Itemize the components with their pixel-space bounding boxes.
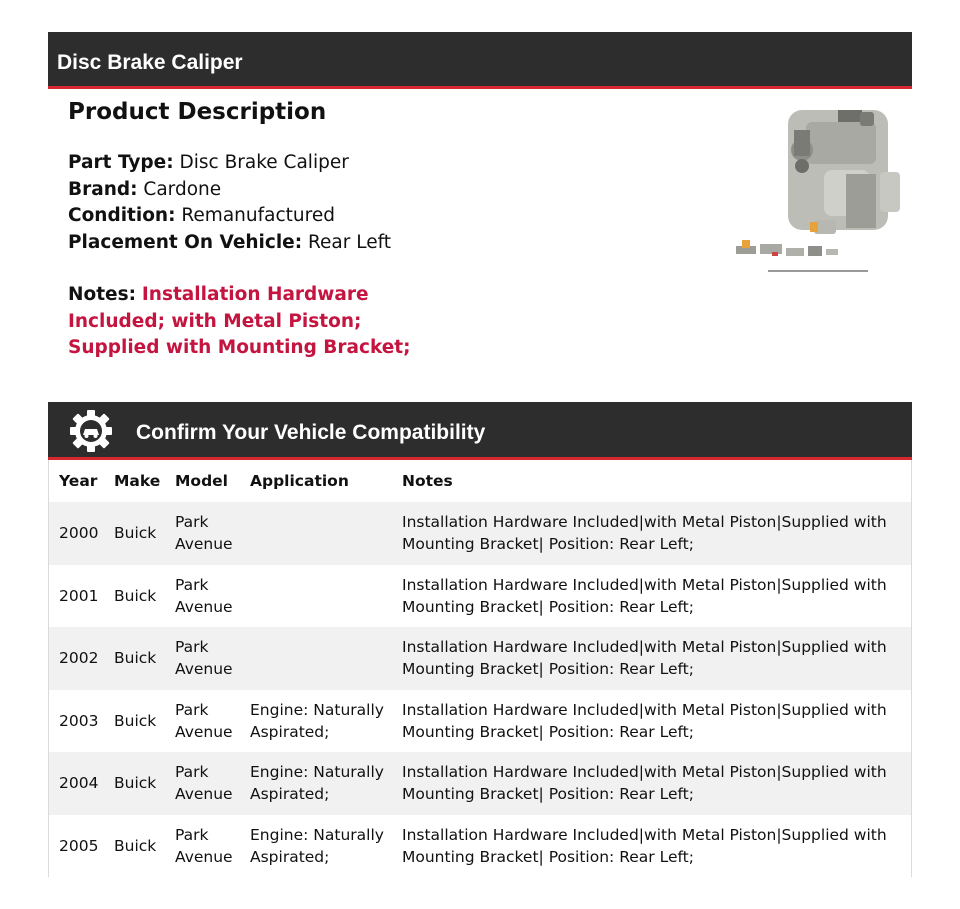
col-notes: Notes	[402, 472, 453, 490]
cell-notes: Installation Hardware Included|with Metal Piston|Supplied with Mounting Bracket| Position: Rear Left;	[402, 513, 887, 554]
gear-car-icon	[68, 409, 114, 453]
cell-application	[240, 502, 392, 565]
cell-year: 2004	[59, 774, 99, 793]
cell-model: Park Avenue	[175, 638, 233, 679]
cell-year: 2003	[59, 711, 99, 730]
product-description	[68, 96, 708, 362]
compat-table	[49, 460, 911, 877]
cell-make: Buick	[114, 524, 157, 543]
cell-notes: Installation Hardware Included|with Metal Piston|Supplied with Mounting Bracket| Position: Rear Left;	[402, 700, 887, 741]
cell-model: Park Avenue	[175, 575, 233, 616]
product-notes	[68, 282, 448, 362]
cell-make: Buick	[114, 774, 157, 793]
cell-year: 2002	[59, 649, 99, 668]
brake-caliper-image	[728, 100, 908, 280]
page-title: Disc Brake Caliper	[57, 51, 243, 74]
cell-application: Engine: Naturally Aspirated;	[250, 825, 384, 866]
spec-brand: Brand: Cardone	[68, 178, 222, 200]
spec-condition: Condition: Remanufactured	[68, 205, 335, 226]
cell-notes: Installation Hardware Included|with Metal Piston|Supplied with Mounting Bracket| Position: Rear Left;	[402, 575, 887, 616]
compat-bar	[48, 402, 912, 460]
table-row	[49, 502, 911, 565]
cell-make: Buick	[114, 711, 157, 730]
cell-notes: Installation Hardware Included|with Metal Piston|Supplied with Mounting Bracket| Position: Rear Left;	[402, 825, 887, 866]
col-application: Application	[250, 472, 349, 490]
cell-model: Park Avenue	[175, 513, 233, 554]
cell-make: Buick	[114, 836, 157, 855]
description-heading: Product Description	[68, 99, 327, 125]
notes-label: Notes:	[68, 284, 136, 305]
cell-model: Park Avenue	[175, 825, 233, 866]
cell-year: 2001	[59, 586, 99, 605]
notes-value: Installation Hardware Included; with Metal Piston; Supplied with Mounting Bracket;	[68, 284, 411, 358]
table-row	[49, 752, 911, 815]
cell-notes: Installation Hardware Included|with Metal Piston|Supplied with Mounting Bracket| Position: Rear Left;	[402, 638, 887, 679]
col-make: Make	[114, 472, 161, 490]
cell-make: Buick	[114, 649, 157, 668]
col-model: Model	[175, 472, 228, 490]
cell-year: 2000	[59, 524, 99, 543]
cell-model: Park Avenue	[175, 700, 233, 741]
compat-title: Confirm Your Vehicle Compatibility	[136, 421, 486, 444]
table-header-row	[49, 460, 911, 502]
cell-application	[240, 565, 392, 628]
spec-placement: Placement On Vehicle: Rear Left	[68, 231, 392, 253]
table-row	[49, 690, 911, 753]
table-row	[49, 815, 911, 878]
cell-model: Park Avenue	[175, 763, 233, 804]
cell-make: Buick	[114, 586, 157, 605]
spec-list	[68, 150, 708, 256]
table-row	[49, 627, 911, 690]
compat-table-wrap	[48, 460, 912, 877]
title-bar	[48, 32, 912, 89]
cell-application: Engine: Naturally Aspirated;	[250, 700, 384, 741]
cell-year: 2005	[59, 836, 99, 855]
cell-notes: Installation Hardware Included|with Metal Piston|Supplied with Mounting Bracket| Position: Rear Left;	[402, 763, 887, 804]
cell-application	[240, 627, 392, 690]
col-year: Year	[59, 472, 98, 490]
table-row	[49, 565, 911, 628]
cell-application: Engine: Naturally Aspirated;	[250, 763, 384, 804]
spec-part-type: Part Type: Disc Brake Caliper	[68, 152, 349, 173]
